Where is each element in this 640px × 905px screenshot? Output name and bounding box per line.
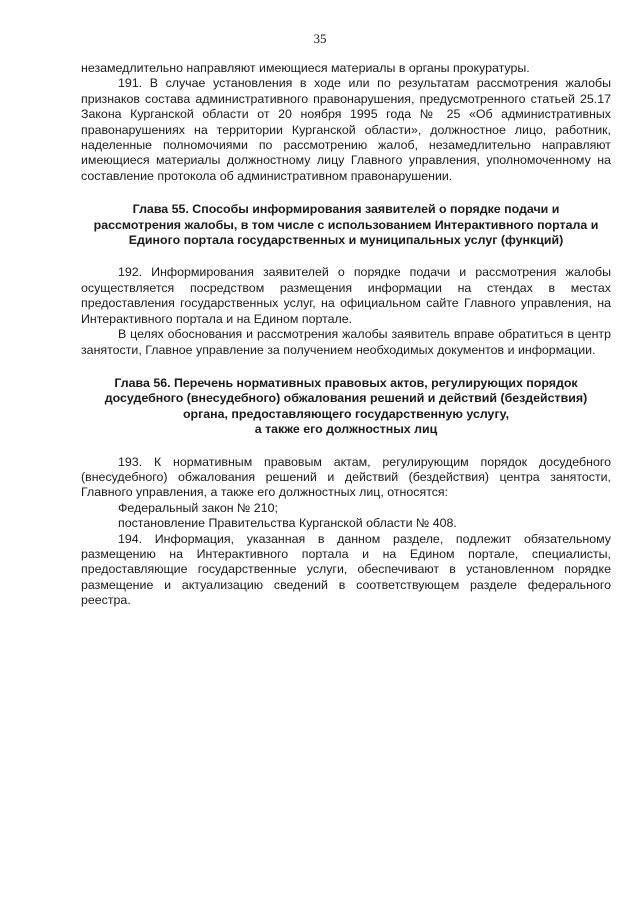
chapter-56-heading-line: Глава 56. Перечень нормативных правовых актов, регулирующих порядок	[114, 375, 578, 390]
chapter-55-heading-line: Единого портала государственных и муниципальных услуг (функций)	[128, 233, 564, 248]
paragraph-continuation: незамедлительно направляют имеющиеся материалы в органы прокуратуры.	[81, 61, 530, 75]
chapter-56-heading-line: а также его должностных лиц	[254, 422, 438, 437]
document-body	[81, 61, 611, 609]
chapter-55-heading-line: Глава 55. Способы информирования заявителей о порядке подачи и	[132, 202, 560, 217]
list-item-federal-law: Федеральный закон № 210;	[118, 500, 278, 515]
paragraph-191: 191. В случае установления в ходе или по результатам рассмотрения жалобы признаков состава административного правонарушения, предусмотренного статьей 25.17 Закона Курганской области от 20 ноября 1995 года № 25 «Об административных правонарушениях на территории Курганской области», должностное лицо, работник, наделенные полномочиями по рассмотрению жалоб, незамедлительно направляют имеющиеся материалы должностному лицу Главного управления, уполномоченному на составление протокола об административном правонарушении.	[81, 76, 611, 183]
paragraph-192: 192. Информирования заявителей о порядке подачи и рассмотрения жалобы осуществляется посредством размещения информации на стендах в местах предоставления государственных услуг, на официальном сайте Главного управления, на Интерактивного портала и на Едином портале.	[81, 265, 611, 326]
paragraph-193: 193. К нормативным правовым актам, регулирующим порядок досудебного (внесудебного) обжалования решений и действий (бездействия) центра занятости, Главного управления, а также его должностных лиц, относятся:	[81, 454, 611, 500]
chapter-55-heading-line: рассмотрения жалобы, в том числе с использованием Интерактивного портала и	[93, 217, 599, 232]
chapter-56-heading-line: органа, предоставляющего государственную услугу,	[182, 406, 510, 421]
page-number: 35	[313, 31, 327, 46]
chapter-56-heading	[81, 376, 611, 438]
chapter-55-heading	[81, 202, 611, 248]
paragraph-192-continued: В целях обоснования и рассмотрения жалобы заявитель вправе обратиться в центр занятости, Главное управление за получением необходимых документов и информации.	[81, 327, 611, 357]
chapter-56-heading-line: досудебного (внесудебного) обжалования решений и действий (бездействия)	[104, 391, 588, 406]
list-item-resolution: постановление Правительства Курганской области № 408.	[118, 516, 457, 531]
paragraph-194: 194. Информация, указанная в данном разделе, подлежит обязательному размещению на Интерактивного портала и на Едином портале, специалисты, предоставляющие государственные услуги, обеспечивают в установленном порядке размещение и актуализацию сведений в соответствующем разделе федерального реестра.	[81, 531, 611, 608]
